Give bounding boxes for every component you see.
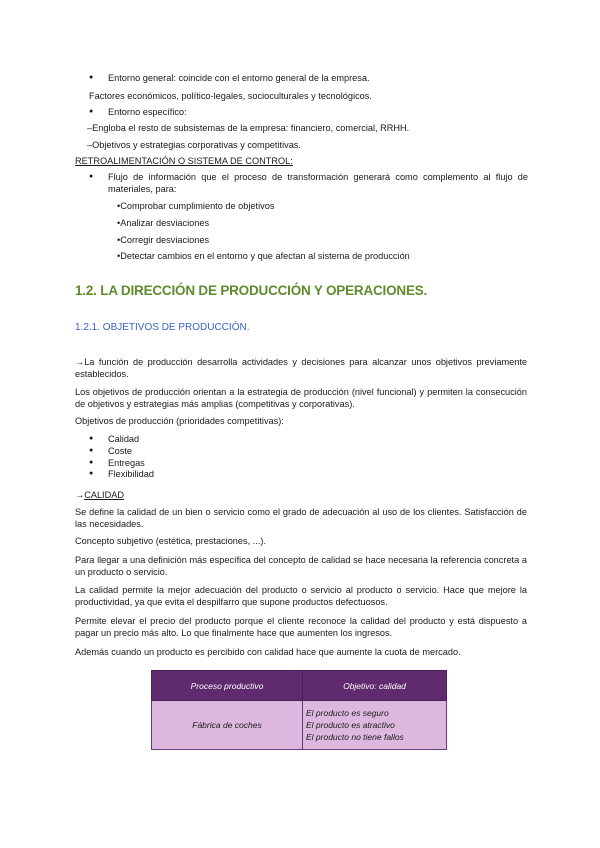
section-subheading: 1.2.1. OBJETIVOS DE PRODUCCIÓN. bbox=[75, 322, 250, 333]
bullet: ● bbox=[89, 470, 94, 477]
table-cell-objectives bbox=[303, 701, 447, 750]
paragraph-funcion: →La función de producción desarrolla actividades y decisiones para alcanzar unos objetivos previamente establecidos. bbox=[75, 357, 527, 379]
paragraph-definicion: Para llegar a una definición más específica del concepto de calidad se hace necesaria la referencia concreta a un producto o servicio. bbox=[75, 555, 527, 577]
table-header-cell: Proceso productivo bbox=[152, 671, 303, 701]
table-cell-process: Fábrica de coches bbox=[152, 701, 303, 750]
paragraph-precio: Permite elevar el precio del producto porque el cliente reconoce la calidad del producto y está dispuesto a pagar un precio más alto. Lo que finalmente hace que aumenten los ingresos. bbox=[75, 616, 527, 638]
priority-item: Coste bbox=[108, 446, 133, 456]
objective-line: El producto es atractivo bbox=[306, 720, 395, 730]
priority-item: Entregas bbox=[108, 458, 145, 468]
bullet: ● bbox=[89, 173, 94, 180]
entorno-especifico-text: Entorno específico: bbox=[108, 107, 187, 117]
paragraph-calidad-def: Se define la calidad de un bien o servicio como el grado de adecuación al uso de los clientes. Satisfacción de las necesidades. bbox=[75, 507, 527, 529]
objetivos-estrategias-text: –Objetivos y estrategias corporativas y competitivas. bbox=[87, 140, 301, 150]
bullet: ● bbox=[89, 108, 94, 115]
objective-line: El producto no tiene fallos bbox=[306, 732, 404, 742]
calidad-title: CALIDAD bbox=[84, 490, 125, 500]
arrow: → bbox=[75, 490, 85, 500]
objective-line: El producto es seguro bbox=[306, 708, 389, 718]
sub-item: •Corregir desviaciones bbox=[117, 235, 210, 245]
table-row bbox=[152, 701, 447, 750]
bullet: ● bbox=[89, 74, 94, 81]
bullet: ● bbox=[89, 447, 94, 454]
paragraph-objetivos: Los objetivos de producción orientan a la estrategia de producción (nivel funcional) y permiten la consecución de objetivos y estrategias más amplias (competitivas y corporativas). bbox=[75, 387, 527, 409]
bullet: ● bbox=[89, 435, 94, 442]
bullet: ● bbox=[89, 459, 94, 466]
sub-item: •Analizar desviaciones bbox=[117, 218, 210, 228]
quality-table bbox=[151, 670, 447, 750]
entorno-general-text: Entorno general: coincide con el entorno general de la empresa. bbox=[108, 73, 370, 83]
retroalimentacion-title: RETROALIMENTACIÓN O SISTEMA DE CONTROL: bbox=[75, 156, 293, 166]
factores-text: Factores económicos, político-legales, socioculturales y tecnológicos. bbox=[89, 91, 372, 101]
paragraph-prioridades: Objetivos de producción (prioridades competitivas): bbox=[75, 416, 284, 426]
sub-item: •Comprobar cumplimiento de objetivos bbox=[117, 201, 275, 211]
priority-item: Flexibilidad bbox=[108, 469, 154, 479]
table-header-cell: Objetivo: calidad bbox=[303, 671, 447, 701]
paragraph-adecuacion: La calidad permite la mejor adecuación del producto o servicio al producto o servicio. Hace que mejore la productividad, ya que evita el despilfarro que supone productos defectuosos. bbox=[75, 585, 527, 607]
paragraph-concepto: Concepto subjetivo (estética, prestaciones, ...). bbox=[75, 536, 266, 546]
section-heading: 1.2. LA DIRECCIÓN DE PRODUCCIÓN Y OPERACIONES. bbox=[75, 283, 428, 298]
calidad-heading bbox=[75, 489, 124, 501]
table-header-row bbox=[152, 671, 447, 701]
sub-item: •Detectar cambios en el entorno y que afectan al sistema de producción bbox=[117, 251, 410, 261]
paragraph-cuota: Además cuando un producto es percibido con calidad hace que aumente la cuota de mercado. bbox=[75, 647, 461, 657]
priority-item: Calidad bbox=[108, 434, 140, 444]
flujo-text: Flujo de información que el proceso de transformación generará como complemento al flujo de materiales, para: bbox=[108, 172, 528, 194]
engloba-text: –Engloba el resto de subsistemas de la empresa: financiero, comercial, RRHH. bbox=[87, 123, 410, 133]
